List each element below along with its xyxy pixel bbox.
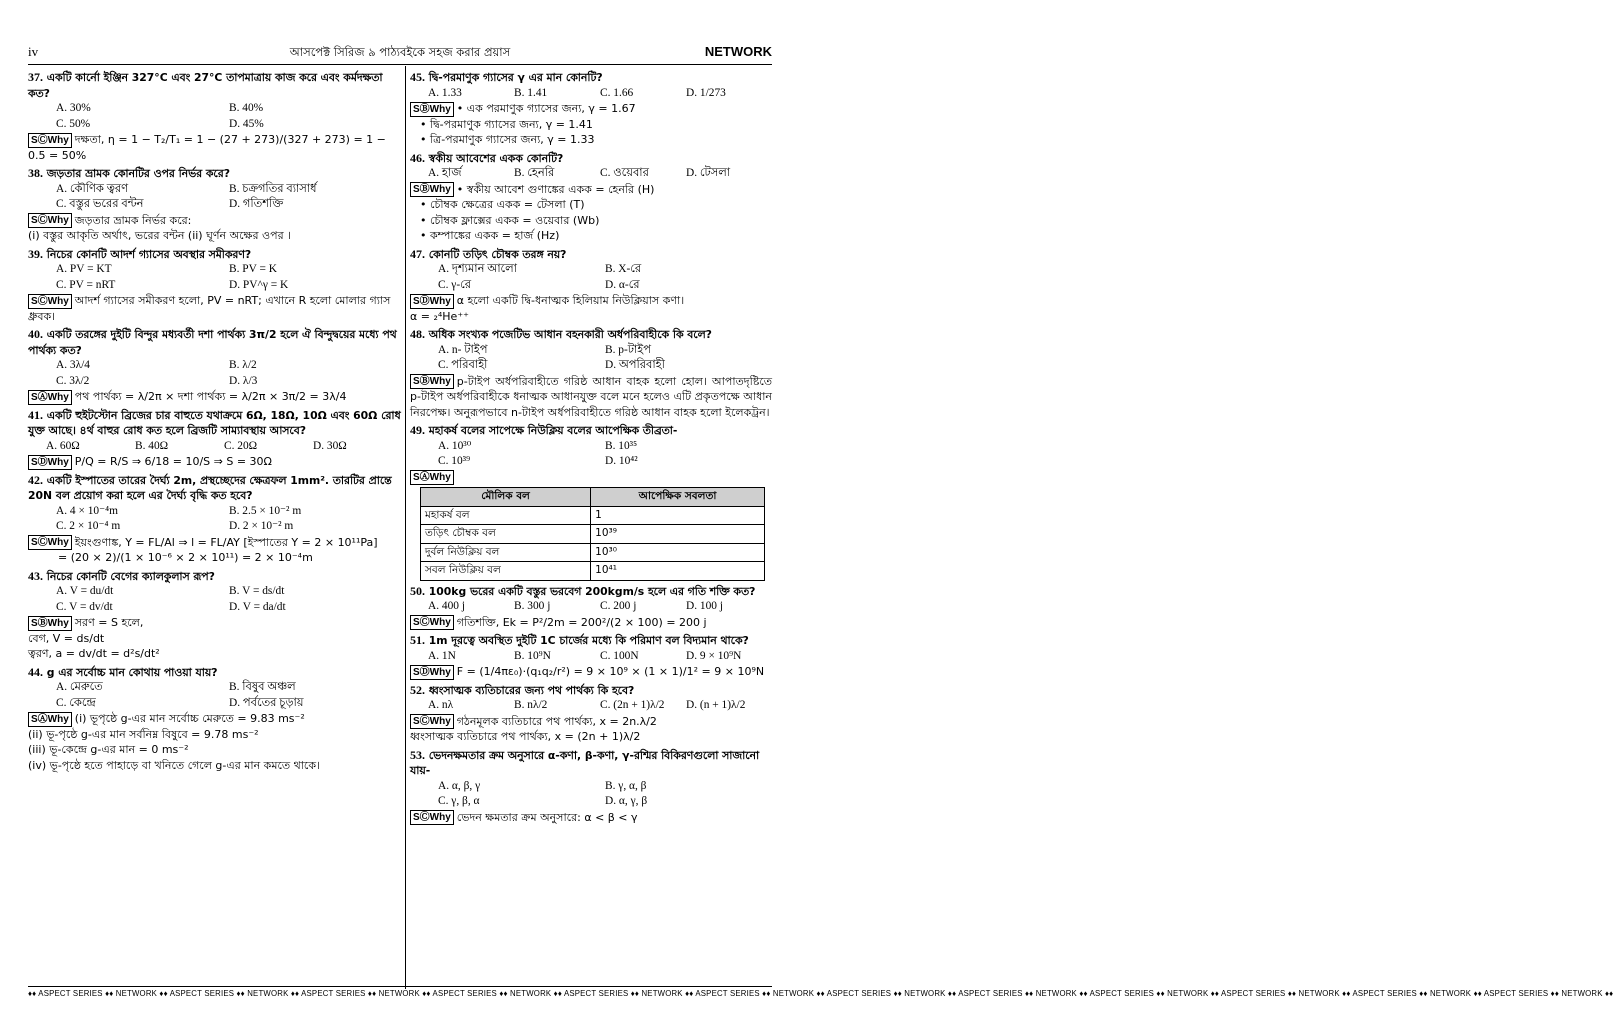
- option-b: B. λ/2: [229, 359, 257, 371]
- option-b: B. 2.5 × 10⁻² m: [229, 504, 302, 517]
- page-footer: ♦♦ ASPECT SERIES ♦♦ NETWORK ♦♦ ASPECT SERIES ♦♦ NETWORK ♦♦ ASPECT SERIES ♦♦ NETWORK ♦♦ ASPECT SERIES ♦♦ NETWORK ♦♦ ASPECT SERIES ♦♦ NETWORK ♦♦ ASPECT SERIES ♦♦ NETWORK ♦♦ ASPECT SERIES ♦♦ NETWORK ♦♦ ASPECT SERIES ♦♦ NETWORK ♦♦ ASPECT SERIES ♦♦ NETWORK ♦♦ ASPECT SERIES ♦♦ NETWORK ♦♦ ASPECT SERIES ♦♦ NETWORK ♦♦ ASPECT SERIES ♦♦ NETWORK ♦♦: [28, 986, 772, 998]
- option-d: D. 10⁴²: [605, 455, 638, 467]
- option-b: B. 40Ω: [135, 439, 169, 452]
- explanation: (i) ভূপৃষ্ঠে g-এর মান সর্বোচ্চ মেরুতে = 9.83 ms⁻²: [74, 712, 305, 725]
- question-44: 44. g এর সর্বোচ্চ মান কোথায় পাওয়া যায়? A. মেরুতে B. বিষুব অঞ্চল C. কেন্দ্রে D. পর্বতের চূড়ায় SⒶWhy (i) ভূপৃষ্ঠে g-এর মান সর্বোচ্চ মেরুতে = 9.83 ms⁻² (ii) ভূ-পৃষ্ঠে g-এর মান সর্বনিম্ন বিষুবে = 9.78 ms⁻² (iii) ভূ-কেন্দ্রে g-এর মান = 0 ms⁻² (iv) ভূ-পৃষ্ঠে হতে পাহাড়ে বা খনিতে গেলে g-এর মান কমতে থাকে।: [28, 665, 402, 774]
- question-text: একটি তরঙ্গের দুইটি বিন্দুর মধ্যবর্তী দশা পার্থক্য 3π/2 হলে ঐ বিন্দুদ্বয়ের মধ্যে পথ পার্থক্য কত?: [28, 328, 397, 357]
- explanation: (ii) ভূ-পৃষ্ঠে g-এর মান সর্বনিম্ন বিষুবে = 9.78 ms⁻²: [28, 727, 259, 741]
- question-text: 1m দূরত্বে অবস্থিত দুইটি 1C চার্জের মধ্যে কি পরিমাণ বল বিদ্যমান থাকে?: [428, 634, 749, 647]
- option-d: D. 45%: [229, 117, 264, 130]
- answer-badge: SⒸWhy: [28, 133, 72, 148]
- table-cell: সবল নিউক্লিয় বল: [421, 562, 591, 581]
- column-divider: [405, 66, 406, 989]
- explanation: গতিশক্তি, Ek = P²/2m = 200²/(2 × 100) = 200 j: [456, 615, 707, 629]
- explanation: p-টাইপ অর্ধপরিবাহীতে গরিষ্ঠ আধান বাহক হলো হোল। আপাতদৃষ্টিতে p-টাইপ অর্ধপরিবাহীকে ধনাত্মক আধানযুক্ত বলে মনে হলেও এটি প্রকৃতপক্ষে আধান নিরপেক্ষ। অনুরূপভাবে n-টাইপ অর্ধপরিবাহীতে গরিষ্ঠ আধান বাহক হলো ইলেকট্রন।: [410, 374, 772, 419]
- table-cell: মহাকর্ষ বল: [421, 506, 591, 525]
- question-text: মহাকর্ষ বলের সাপেক্ষে নিউক্লিয় বলের আপেক্ষিক তীব্রতা-: [428, 424, 678, 437]
- question-text: g এর সর্বোচ্চ মান কোথায় পাওয়া যায়?: [46, 665, 218, 679]
- explanation: ইয়ংগুণাঙ্ক, Y = FL/Al ⇒ l = FL/AY [ইস্পাতের Y = 2 × 10¹¹Pa]: [74, 535, 378, 549]
- question-text: ভেদনক্ষমতার ক্রম অনুসারে α-কণা, β-কণা, γ-রশ্মির বিকিরণগুলো সাজানো যায়-: [410, 748, 760, 777]
- question-45: 45. দ্বি-পরমাণুক গ্যাসের γ এর মান কোনটি? A. 1.33 B. 1.41 C. 1.66 D. 1/273 SⒷWhy • এক পরমাণুক গ্যাসের জন্য, γ = 1.67 • দ্বি-পরমাণুক গ্যাসের জন্য, γ = 1.41 • ত্রি-পরমাণুক গ্যাসের জন্য, γ = 1.33: [410, 70, 772, 148]
- option-d: D. গতিশক্তি: [229, 198, 284, 210]
- option-c: C. (2n + 1)λ/2: [600, 699, 665, 711]
- option-d: D. অপরিবাহী: [605, 359, 665, 371]
- header-rule: [28, 64, 772, 65]
- question-48: 48. অধিক সংখ্যক পজেটিভ আধান বহনকারী অর্ধপরিবাহীকে কি বলে? A. n- টাইপ B. p-টাইপ C. পরিবাহী D. অপরিবাহী SⒷWhy p-টাইপ অর্ধপরিবাহীতে গরিষ্ঠ আধান বাহক হলো হোল। আপাতদৃষ্টিতে p-টাইপ অর্ধপরিবাহীকে ধনাত্মক আধানযুক্ত বলে মনে হলেও এটি প্রকৃতপক্ষে আধান নিরপেক্ষ। অনুরূপভাবে n-টাইপ অর্ধপরিবাহীতে গরিষ্ঠ আধান বাহক হলো ইলেকট্রন।: [410, 327, 772, 419]
- question-41: 41. একটি হুইটস্টোন ব্রিজের চার বাহুতে যথাক্রমে 6Ω, 18Ω, 10Ω এবং 60Ω রোধ যুক্ত আছে। ৪র্থ বাহুর রোধ কত হলে ব্রিজটি সাম্যাবস্থায় আসবে? A. 60Ω B. 40Ω C. 20Ω D. 30Ω SⒹWhy P/Q = R/S ⇒ 6/18 = 10/S ⇒ S = 30Ω: [28, 407, 401, 468]
- option-a: A. n- টাইপ: [438, 343, 488, 356]
- option-d: D. λ/3: [229, 374, 258, 387]
- question-37: 37. একটি কার্নো ইঞ্জিন 327°C এবং 27°C তাপমাত্রায় কাজ করে এবং কর্মদক্ষতা কত? A. 30% B. 40% C. 50% D. 45% SⒸWhy দক্ষতা, η = 1 − T₂/T₁ = 1 − (27 + 273)/(327 + 273) = 1 − 0.5 = 50%: [28, 70, 402, 163]
- option-a: A. 1.33: [428, 86, 462, 99]
- option-c: C. V = dv/dt: [56, 600, 113, 613]
- option-d: D. পর্বতের চূড়ায়: [229, 696, 304, 709]
- option-c: C. 3λ/2: [56, 374, 90, 387]
- option-a: A. α, β, γ: [438, 779, 481, 792]
- explanation: (i) বস্তুর আকৃতি অর্থাৎ, ভরের বন্টন (ii) ঘূর্ণন অক্ষের ওপর ।: [28, 229, 292, 242]
- explanation: • স্বকীয় আবেশ গুণাঙ্কের একক = হেনরি (H): [456, 182, 655, 196]
- explanation: দক্ষতা, η = 1 − T₂/T₁ = 1 − (27 + 273)/(327 + 273) = 1 − 0.5 = 50%: [28, 133, 386, 162]
- question-text: জড়তার ভ্রামক কোনটির ওপর নির্ভর করে?: [46, 167, 230, 180]
- explanation: গঠনমূলক ব্যতিচারে পথ পার্থক্য, x = 2n.λ/2: [456, 714, 657, 728]
- answer-badge: SⒷWhy: [410, 374, 454, 389]
- question-38: 38. জড়তার ভ্রামক কোনটির ওপর নির্ভর করে? A. কৌণিক ত্বরণ B. চক্রগতির ব্যাসার্ধ C. বস্তুর ভরের বন্টন D. গতিশক্তি SⒸWhy জড়তার ভ্রামক নির্ভর করে: (i) বস্তুর আকৃতি অর্থাৎ, ভরের বন্টন (ii) ঘূর্ণন অক্ষের ওপর ।: [28, 166, 402, 244]
- explanation: = (20 × 2)/(1 × 10⁻⁶ × 2 × 10¹¹) = 2 × 10⁻⁴m: [58, 551, 313, 564]
- question-text: 100kg ভরের একটি বস্তুর ভরবেগ 200kgm/s হলে এর গতি শক্তি কত?: [428, 584, 756, 598]
- question-42: 42. একটি ইস্পাতের তারের দৈর্ঘ্য 2m, প্রস্থচ্ছেদের ক্ষেত্রফল 1mm². তারটির প্রান্তে 20N বল প্রয়োগ করা হলে এর দৈর্ঘ্য বৃদ্ধি কত হবে? A. 4 × 10⁻⁴m B. 2.5 × 10⁻² m C. 2 × 10⁻⁴ m D. 2 × 10⁻² m SⒸWhy ইয়ংগুণাঙ্ক, Y = FL/Al ⇒ l = FL/AY [ইস্পাতের Y = 2 × 10¹¹Pa] = (20 × 2)/(1 × 10⁻⁶ × 2 × 10¹¹) = 2 × 10⁻⁴m: [28, 473, 402, 566]
- option-d: D. PV^γ = K: [229, 278, 289, 291]
- question-text: দ্বি-পরমাণুক গ্যাসের γ এর মান কোনটি?: [428, 71, 603, 84]
- option-c: C. PV = nRT: [56, 278, 116, 291]
- option-b: B. 10³⁵: [605, 439, 638, 452]
- option-d: D. α-রে: [605, 278, 640, 291]
- table-row: [421, 506, 765, 525]
- option-b: B. PV = K: [229, 263, 277, 275]
- left-column: [28, 70, 402, 987]
- option-b: B. 40%: [229, 102, 264, 114]
- question-49: 49. মহাকর্ষ বলের সাপেক্ষে নিউক্লিয় বলের আপেক্ষিক তীব্রতা- A. 10³⁰ B. 10³⁵ C. 10³⁹ D. 10⁴² SⒶWhy মৌলিক বল আপেক্ষিক সবলতা মহাকর্ষ বল 1 তড়িৎ চৌম্বক বল 10³⁹ দুর্বল নিউক্লিয় বল 10³⁰ সবল নিউক্লিয় বল 10⁴¹: [410, 423, 772, 581]
- explanation: • ত্রি-পরমাণুক গ্যাসের জন্য, γ = 1.33: [420, 133, 595, 146]
- option-a: A. 1N: [428, 649, 456, 662]
- answer-badge: SⒹWhy: [28, 455, 72, 470]
- question-text: স্বকীয় আবেশের একক কোনটি?: [428, 151, 564, 165]
- explanation: আদর্শ গ্যাসের সমীকরণ হলো, PV = nRT; এখানে R হলো মোলার গ্যাস ধ্রুবক।: [28, 294, 391, 323]
- table-cell: 10³⁹: [591, 525, 765, 544]
- question-text: একটি হুইটস্টোন ব্রিজের চার বাহুতে যথাক্রমে 6Ω, 18Ω, 10Ω এবং 60Ω রোধ যুক্ত আছে। ৪র্থ বাহুর রোধ কত হলে ব্রিজটি সাম্যাবস্থায় আসবে?: [28, 408, 401, 437]
- brand-name: NETWORK: [704, 44, 772, 59]
- option-c: C. 1.66: [600, 86, 634, 99]
- option-a: A. PV = KT: [56, 263, 112, 275]
- option-b: B. হেনরি: [514, 167, 555, 179]
- answer-badge: SⒶWhy: [28, 390, 72, 405]
- option-a: A. 3λ/4: [56, 359, 90, 371]
- option-d: D. 9 × 10⁹N: [686, 649, 742, 662]
- answer-badge: SⒶWhy: [28, 712, 72, 727]
- explanation: • কম্পাঙ্কের একক = হার্জ (Hz): [420, 229, 560, 242]
- option-b: B. 1.41: [514, 86, 548, 99]
- option-c: C. ওয়েবার: [600, 167, 649, 179]
- option-d: D. 1/273: [686, 86, 726, 99]
- explanation: জড়তার ভ্রামক নির্ভর করে:: [74, 213, 192, 227]
- option-b: B. 10⁹N: [514, 649, 551, 662]
- option-d: D. 30Ω: [313, 439, 347, 452]
- table-header-row: [421, 488, 765, 507]
- question-40: 40. একটি তরঙ্গের দুইটি বিন্দুর মধ্যবর্তী দশা পার্থক্য 3π/2 হলে ঐ বিন্দুদ্বয়ের মধ্যে পথ পার্থক্য কত? A. 3λ/4 B. λ/2 C. 3λ/2 D. λ/3 SⒶWhy পথ পার্থক্য = λ/2π × দশা পার্থক্য = λ/2π × 3π/2 = 3λ/4: [28, 327, 402, 405]
- explanation: • চৌম্বক ফ্লাক্সের একক = ওয়েবার (Wb): [420, 213, 600, 227]
- explanation: • দ্বি-পরমাণুক গ্যাসের জন্য, γ = 1.41: [420, 117, 593, 131]
- question-text: একটি ইস্পাতের তারের দৈর্ঘ্য 2m, প্রস্থচ্ছেদের ক্ষেত্রফল 1mm². তারটির প্রান্তে 20N বল প্রয়োগ করা হলে এর দৈর্ঘ্য বৃদ্ধি কত হবে?: [28, 473, 392, 502]
- table-row: [421, 525, 765, 544]
- option-c: C. বস্তুর ভরের বন্টন: [56, 198, 144, 210]
- series-title: আসপেক্ট সিরিজ ৯ পাঠ্যবইকে সহজ করার প্রয়াস: [289, 45, 511, 59]
- question-text: নিচের কোনটি আদর্শ গ্যাসের অবস্থার সমীকরণ?: [46, 247, 252, 261]
- option-c: C. γ-রে: [438, 278, 472, 291]
- explanation: (iii) ভূ-কেন্দ্রে g-এর মান = 0 ms⁻²: [28, 743, 189, 756]
- option-c: C. 100N: [600, 649, 639, 662]
- page-number: iv: [28, 44, 39, 59]
- answer-badge: SⒹWhy: [410, 294, 454, 309]
- answer-badge: SⒸWhy: [28, 535, 72, 550]
- option-d: D. α, γ, β: [605, 795, 648, 807]
- explanation: ধ্বংসাত্মক ব্যতিচারে পথ পার্থক্য, x = (2n + 1)λ/2: [410, 730, 641, 743]
- option-d: D. 2 × 10⁻² m: [229, 520, 294, 532]
- option-c: C. 200 j: [600, 600, 637, 612]
- option-b: B. চক্রগতির ব্যাসার্ধ: [229, 182, 317, 195]
- question-46: 46. স্বকীয় আবেশের একক কোনটি? A. হার্জ B. হেনরি C. ওয়েবার D. টেসলা SⒷWhy • স্বকীয় আবেশ গুণাঙ্কের একক = হেনরি (H) • চৌম্বক ক্ষেত্রের একক = টেসলা (T) • চৌম্বক ফ্লাক্সের একক = ওয়েবার (Wb) • কম্পাঙ্কের একক = হার্জ (Hz): [410, 151, 772, 244]
- table-header: মৌলিক বল: [421, 488, 591, 507]
- question-52: 52. ধ্বংসাত্মক ব্যতিচারের জন্য পথ পার্থক্য কি হবে? A. nλ B. nλ/2 C. (2n + 1)λ/2 D. (n + 1)λ/2 SⒸWhy গঠনমূলক ব্যতিচারে পথ পার্থক্য, x = 2n.λ/2 ধ্বংসাত্মক ব্যতিচারে পথ পার্থক্য, x = (2n + 1)λ/2: [410, 683, 772, 745]
- option-a: A. 400 j: [428, 600, 466, 612]
- table-cell: দুর্বল নিউক্লিয় বল: [421, 543, 591, 562]
- question-53: 53. ভেদনক্ষমতার ক্রম অনুসারে α-কণা, β-কণা, γ-রশ্মির বিকিরণগুলো সাজানো যায়- A. α, β, γ B. γ, α, β C. γ, β, α D. α, γ, β SⒸWhy ভেদন ক্ষমতার ক্রম অনুসারে: α < β < γ: [410, 748, 772, 826]
- answer-badge: SⒸWhy: [28, 213, 72, 228]
- option-c: C. γ, β, α: [438, 795, 480, 807]
- option-c: C. 20Ω: [224, 439, 258, 452]
- option-c: C. 2 × 10⁻⁴ m: [56, 520, 121, 532]
- explanation: α = ₂⁴He⁺⁺: [410, 309, 469, 323]
- explanation: বেগ, V = ds/dt: [28, 631, 105, 645]
- explanation: • চৌম্বক ক্ষেত্রের একক = টেসলা (T): [420, 198, 585, 211]
- option-d: D. V = da/dt: [229, 600, 286, 613]
- question-39: 39. নিচের কোনটি আদর্শ গ্যাসের অবস্থার সমীকরণ? A. PV = KT B. PV = K C. PV = nRT D. PV^γ = K SⒸWhy আদর্শ গ্যাসের সমীকরণ হলো, PV = nRT; এখানে R হলো মোলার গ্যাস ধ্রুবক।: [28, 247, 402, 325]
- option-d: D. (n + 1)λ/2: [686, 699, 746, 711]
- question-text: কোনটি তড়িৎ চৌম্বক তরঙ্গ নয়?: [428, 247, 567, 261]
- question-50: 50. 100kg ভরের একটি বস্তুর ভরবেগ 200kgm/s হলে এর গতি শক্তি কত? A. 400 j B. 300 j C. 200 j D. 100 j SⒸWhy গতিশক্তি, Ek = P²/2m = 200²/(2 × 100) = 200 j: [410, 584, 772, 631]
- question-text: নিচের কোনটি বেগের ক্যালকুলাস রূপ?: [46, 569, 215, 583]
- option-a: A. 30%: [56, 102, 91, 114]
- option-a: A. দৃশ্যমান আলো: [438, 263, 517, 275]
- explanation: F = (1/4πε₀)·(q₁q₂/r²) = 9 × 10⁹ × (1 × 1)/1² = 9 × 10⁹N: [456, 665, 765, 678]
- option-b: B. 300 j: [514, 600, 551, 612]
- question-text: অধিক সংখ্যক পজেটিভ আধান বহনকারী অর্ধপরিবাহীকে কি বলে?: [428, 328, 712, 341]
- option-d: D. 100 j: [686, 600, 724, 612]
- option-b: B. V = ds/dt: [229, 585, 285, 597]
- explanation: পথ পার্থক্য = λ/2π × দশা পার্থক্য = λ/2π × 3π/2 = 3λ/4: [74, 390, 347, 403]
- option-b: B. বিষুব অঞ্চল: [229, 681, 296, 693]
- option-c: C. 10³⁹: [438, 455, 471, 467]
- option-b: B. X-রে: [605, 263, 642, 275]
- table-cell: 10³⁰: [591, 543, 765, 562]
- explanation: সরণ = S হলে,: [74, 616, 144, 629]
- explanation: α হলো একটি দ্বি-ধনাত্মক হিলিয়াম নিউক্লিয়াস কণা।: [456, 294, 685, 307]
- table-cell: তড়িৎ চৌম্বক বল: [421, 525, 591, 544]
- option-a: A. মেরুতে: [56, 681, 103, 693]
- option-d: D. টেসলা: [686, 167, 731, 179]
- option-a: A. কৌণিক ত্বরণ: [56, 182, 128, 195]
- option-a: A. হার্জ: [428, 167, 462, 179]
- table-cell: 1: [591, 506, 765, 525]
- option-b: B. nλ/2: [514, 699, 548, 711]
- option-a: A. 10³⁰: [438, 439, 472, 452]
- question-text: একটি কার্নো ইঞ্জিন 327°C এবং 27°C তাপমাত্রায় কাজ করে এবং কর্মদক্ষতা কত?: [28, 71, 383, 100]
- option-c: C. কেন্দ্রে: [56, 696, 96, 709]
- force-strength-table: [420, 487, 765, 581]
- answer-badge: SⒹWhy: [410, 665, 454, 680]
- question-43: 43. নিচের কোনটি বেগের ক্যালকুলাস রূপ? A. V = du/dt B. V = ds/dt C. V = dv/dt D. V = da/dt SⒷWhy সরণ = S হলে, বেগ, V = ds/dt ত্বরণ, a = dv/dt = d²s/dt²: [28, 569, 402, 662]
- option-a: A. 4 × 10⁻⁴m: [56, 504, 118, 517]
- page-header: [28, 44, 772, 62]
- table-row: [421, 543, 765, 562]
- option-c: C. পরিবাহী: [438, 359, 488, 371]
- table-cell: 10⁴¹: [591, 562, 765, 581]
- answer-badge: SⒷWhy: [410, 182, 454, 197]
- question-text: ধ্বংসাত্মক ব্যতিচারের জন্য পথ পার্থক্য কি হবে?: [428, 683, 635, 697]
- option-a: A. nλ: [428, 699, 454, 711]
- right-column: [410, 70, 772, 987]
- answer-badge: SⒶWhy: [410, 470, 454, 485]
- question-47: 47. কোনটি তড়িৎ চৌম্বক তরঙ্গ নয়? A. দৃশ্যমান আলো B. X-রে C. γ-রে D. α-রে SⒹWhy α হলো একটি দ্বি-ধনাত্মক হিলিয়াম নিউক্লিয়াস কণা। α = ₂⁴He⁺⁺: [410, 247, 772, 325]
- question-51: 51. 1m দূরত্বে অবস্থিত দুইটি 1C চার্জের মধ্যে কি পরিমাণ বল বিদ্যমান থাকে? A. 1N B. 10⁹N C. 100N D. 9 × 10⁹N SⒹWhy F = (1/4πε₀)·(q₁q₂/r²) = 9 × 10⁹ × (1 × 1)/1² = 9 × 10⁹N: [410, 633, 772, 680]
- explanation: ভেদন ক্ষমতার ক্রম অনুসারে: α < β < γ: [456, 810, 638, 824]
- option-a: A. V = du/dt: [56, 585, 114, 597]
- option-b: B. p-টাইপ: [605, 343, 651, 356]
- answer-badge: SⒸWhy: [410, 810, 454, 825]
- explanation: (iv) ভূ-পৃষ্ঠে হতে পাহাড়ে বা খনিতে গেলে g-এর মান কমতে থাকে।: [28, 758, 320, 772]
- answer-badge: SⒸWhy: [28, 294, 72, 309]
- option-c: C. 50%: [56, 117, 91, 130]
- option-a: A. 60Ω: [46, 439, 80, 452]
- option-b: B. γ, α, β: [605, 779, 647, 792]
- answer-badge: SⒷWhy: [410, 102, 454, 117]
- explanation: P/Q = R/S ⇒ 6/18 = 10/S ⇒ S = 30Ω: [74, 455, 272, 468]
- table-row: [421, 562, 765, 581]
- answer-badge: SⒷWhy: [28, 616, 72, 631]
- explanation: ত্বরণ, a = dv/dt = d²s/dt²: [28, 647, 160, 660]
- answer-badge: SⒸWhy: [410, 615, 454, 630]
- table-header: আপেক্ষিক সবলতা: [591, 488, 765, 507]
- explanation: • এক পরমাণুক গ্যাসের জন্য, γ = 1.67: [456, 102, 636, 115]
- answer-badge: SⒸWhy: [410, 714, 454, 729]
